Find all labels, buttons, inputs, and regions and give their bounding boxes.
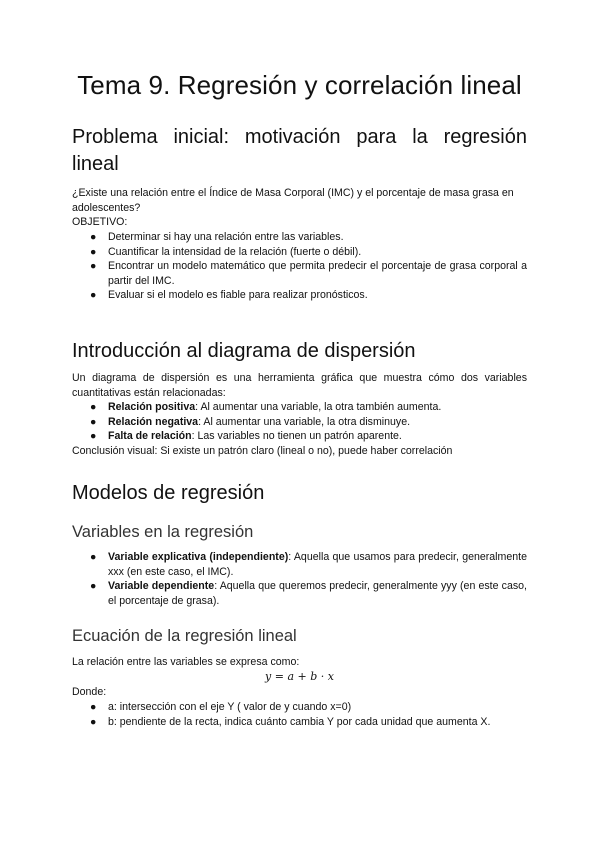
- list-item: ● Cuantificar la intensidad de la relación (fuerte o débil).: [90, 245, 362, 258]
- list-item: ● a: intersección con el eje Y ( valor de y cuando x=0): [90, 701, 352, 713]
- subheading-variables: Variables en la regresión: [72, 523, 254, 541]
- list-item: ● Variable dependiente: Aquella que queremos predecir, generalmente yyy (en este caso, el porcentaje de grasa).: [90, 580, 527, 607]
- list-item: ● Falta de relación: Las variables no tienen un patrón aparente.: [90, 430, 402, 442]
- bullet-icon: ●: [90, 245, 97, 258]
- objetivo-list: [72, 230, 527, 303]
- list-item: ● Determinar si hay una relación entre las variables.: [90, 231, 344, 243]
- ecuacion-intro: La relación entre las variables se expresa como:: [72, 656, 300, 668]
- bullet-icon: ●: [90, 415, 97, 428]
- objetivo-label: OBJETIVO:: [72, 216, 128, 228]
- section-heading-dispersion: Introducción al diagrama de dispersión: [72, 340, 416, 362]
- donde-label: Donde:: [72, 686, 107, 698]
- section-heading-modelos: Modelos de regresión: [72, 482, 265, 504]
- bullet-icon: ●: [90, 401, 97, 413]
- question-paragraph: ¿Existe una relación entre el Índice de Masa Corporal (IMC) y el porcentaje de masa grasa en adolescentes?: [72, 187, 514, 214]
- bullet-icon: ●: [90, 580, 97, 592]
- bullet-icon: ●: [90, 551, 97, 563]
- regression-equation: y = a + b · x: [265, 670, 334, 683]
- list-item: ● Encontrar un modelo matemático que permita predecir el porcentaje de grasa corporal a partir del IMC.: [90, 260, 527, 287]
- dispersion-list: [72, 400, 527, 444]
- bullet-icon: ●: [90, 701, 97, 713]
- list-item: ● Relación negativa: Al aumentar una variable, la otra disminuye.: [90, 415, 411, 428]
- list-item: ● b: pendiente de la recta, indica cuánto cambia Y por cada unidad que aumenta X.: [90, 715, 491, 728]
- bullet-icon: ●: [90, 231, 97, 243]
- list-item: ● Relación positiva: Al aumentar una variable, la otra también aumenta.: [90, 401, 442, 413]
- bullet-icon: ●: [90, 430, 97, 442]
- dispersion-conclusion: Conclusión visual: Si existe un patrón claro (lineal o no), puede haber correlación: [72, 445, 453, 457]
- subheading-ecuacion: Ecuación de la regresión lineal: [72, 627, 297, 645]
- bullet-icon: ●: [90, 289, 97, 301]
- ecuacion-list: [72, 700, 527, 729]
- document-title: Tema 9. Regresión y correlación lineal: [77, 70, 522, 100]
- bullet-icon: ●: [90, 260, 97, 272]
- bullet-icon: ●: [90, 715, 97, 728]
- section-heading-problema: Problema inicial: motivación para la regresión lineal: [72, 126, 527, 175]
- dispersion-intro: Un diagrama de dispersión es una herramienta gráfica que muestra cómo dos variables cuantitativas están relacionadas:: [72, 372, 527, 399]
- list-item: ● Variable explicativa (independiente): Aquella que usamos para predecir, generalmente xxx (en este caso, el IMC).: [90, 551, 527, 578]
- list-item: ● Evaluar si el modelo es fiable para realizar pronósticos.: [90, 289, 368, 301]
- variables-list: [72, 550, 527, 608]
